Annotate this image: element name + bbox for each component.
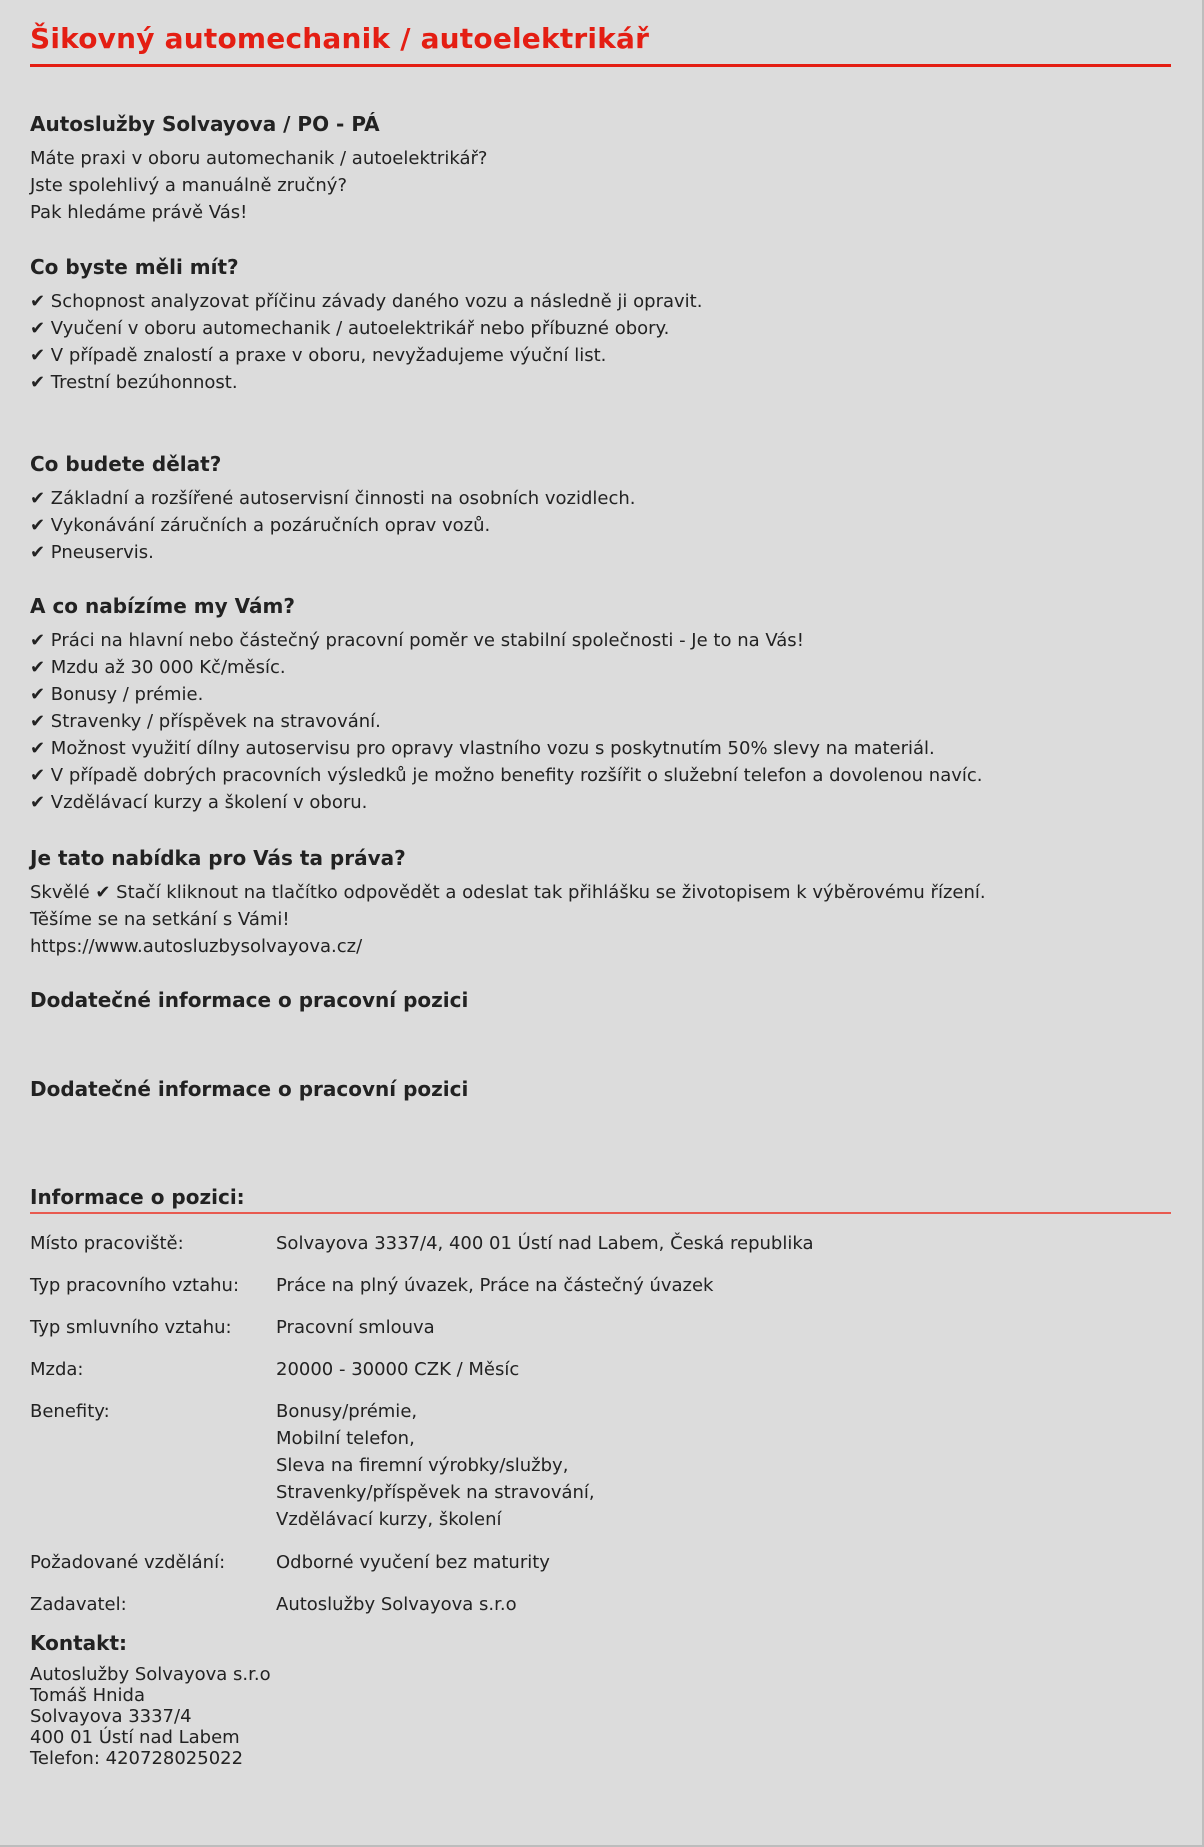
additional-info-heading: Dodatečné informace o pracovní pozici <box>30 988 469 1012</box>
duty-item: ✔ Pneuservis. <box>30 542 154 563</box>
info-label: Požadované vzdělání: <box>30 1552 226 1573</box>
offer-item: ✔ Práci na hlavní nebo částečný pracovní poměr ve stabilní společnosti - Je to na Vás! <box>30 630 804 651</box>
intro-line: Máte praxi v oboru automechanik / autoelektrikář? <box>30 148 488 169</box>
position-info-section <box>30 1184 245 1210</box>
contact-heading: Kontakt: <box>30 1631 128 1655</box>
requirement-item: ✔ V případě znalostí a praxe v oboru, nevyžadujeme výuční list. <box>30 345 607 366</box>
info-label: Typ pracovního vztahu: <box>30 1275 240 1296</box>
info-label: Mzda: <box>30 1359 84 1380</box>
requirement-item: ✔ Trestní bezúhonnost. <box>30 372 238 393</box>
offer-item: ✔ V případě dobrých pracovních výsledků je možno benefity rozšířit o služební telefon a dovolenou navíc. <box>30 765 983 786</box>
info-value: Odborné vyučení bez maturity <box>276 1552 550 1573</box>
contact-person: Tomáš Hnida <box>30 1685 146 1706</box>
requirement-item: ✔ Vyučení v oboru automechanik / autoelektrikář nebo příbuzné obory. <box>30 318 670 339</box>
closing-section <box>30 845 986 960</box>
offer-item: ✔ Bonusy / prémie. <box>30 684 204 705</box>
position-info-divider <box>30 1212 1171 1214</box>
info-label: Benefity: <box>30 1401 110 1422</box>
additional-info-section <box>30 987 468 1013</box>
duties-section <box>30 451 636 566</box>
offer-item: ✔ Vzdělávací kurzy a školení v oboru. <box>30 792 368 813</box>
intro-heading: Autoslužby Solvayova / PO - PÁ <box>30 112 380 136</box>
duties-heading: Co budete dělat? <box>30 452 222 476</box>
contact-company: Autoslužby Solvayova s.r.o <box>30 1664 271 1685</box>
requirements-heading: Co byste měli mít? <box>30 255 239 279</box>
benefit-item: Sleva na firemní výrobky/služby, <box>276 1455 569 1476</box>
benefit-item: Bonusy/prémie, <box>276 1401 418 1422</box>
intro-section <box>30 111 487 226</box>
info-value: Práce na plný úvazek, Práce na částečný úvazek <box>276 1275 714 1296</box>
benefit-item: Vzdělávací kurzy, školení <box>276 1509 502 1530</box>
position-info-heading: Informace o pozici: <box>30 1185 245 1209</box>
contact-phone[interactable]: Telefon: 420728025022 <box>30 1748 244 1769</box>
contact-city: 400 01 Ústí nad Labem <box>30 1727 240 1748</box>
intro-line: Jste spolehlivý a manuálně zručný? <box>30 175 348 196</box>
closing-line: Skvělé ✔ Stačí kliknout na tlačítko odpovědět a odeslat tak přihlášku se životopisem k výběrovému řízení. <box>30 882 986 903</box>
additional-info-section <box>30 1076 468 1102</box>
info-label: Typ smluvního vztahu: <box>30 1317 232 1338</box>
info-label: Místo pracoviště: <box>30 1233 184 1254</box>
offer-item: ✔ Možnost využití dílny autoservisu pro opravy vlastního vozu s poskytnutím 50% slevy na materiál. <box>30 738 935 759</box>
closing-heading: Je tato nabídka pro Vás ta práva? <box>30 846 406 870</box>
website-link[interactable]: https://www.autosluzbysolvayova.cz/ <box>30 936 363 957</box>
info-value: Pracovní smlouva <box>276 1317 435 1338</box>
closing-line: Těšíme se na setkání s Vámi! <box>30 909 290 930</box>
info-value <box>276 1398 595 1533</box>
offer-section <box>30 593 983 816</box>
info-value: Autoslužby Solvayova s.r.o <box>276 1594 517 1615</box>
requirement-item: ✔ Schopnost analyzovat příčinu závady daného vozu a následně ji opravit. <box>30 291 703 312</box>
info-label: Zadavatel: <box>30 1594 127 1615</box>
duty-item: ✔ Vykonávání záručních a pozáručních oprav vozů. <box>30 515 491 536</box>
job-posting-content <box>30 0 1171 1769</box>
offer-heading: A co nabízíme my Vám? <box>30 594 295 618</box>
offer-item: ✔ Stravenky / příspěvek na stravování. <box>30 711 381 732</box>
duty-item: ✔ Základní a rozšířené autoservisní činnosti na osobních vozidlech. <box>30 488 636 509</box>
additional-info-heading: Dodatečné informace o pracovní pozici <box>30 1077 469 1101</box>
contact-street: Solvayova 3337/4 <box>30 1706 192 1727</box>
contact-section <box>30 1630 271 1769</box>
info-value: 20000 - 30000 CZK / Měsíc <box>276 1359 520 1380</box>
job-title: Šikovný automechanik / autoelektrikář <box>30 0 1171 67</box>
requirements-section <box>30 254 702 396</box>
benefit-item: Stravenky/příspěvek na stravování, <box>276 1482 595 1503</box>
offer-item: ✔ Mzdu až 30 000 Kč/měsíc. <box>30 657 286 678</box>
intro-line: Pak hledáme právě Vás! <box>30 202 248 223</box>
info-value: Solvayova 3337/4, 400 01 Ústí nad Labem, Česká republika <box>276 1233 814 1254</box>
benefit-item: Mobilní telefon, <box>276 1428 415 1449</box>
